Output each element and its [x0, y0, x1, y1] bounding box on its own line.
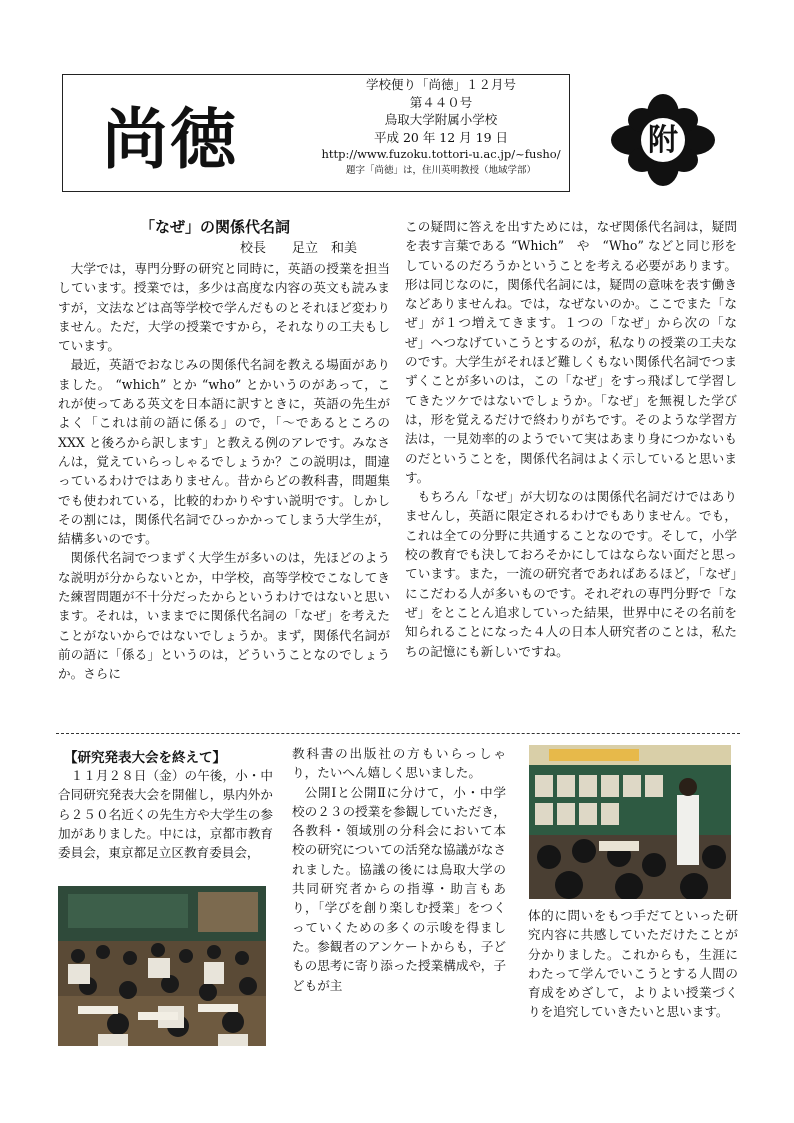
- school-name: 鳥取大学附属小学校: [384, 112, 498, 127]
- article-paragraph: もちろん「なぜ」が大切なのは関係代名詞だけではありませんし，英語に限定されるわけでもありません。でも，これは全ての分野に共通することなのです。そして，小学校の教育でも決しておろそかにしてはならない面だと思っています。また，一流の研究者であればあるほど，「なぜ」にこだわる人が多いものです。それぞれの専門分野で「なぜ」をとことん追求していった結果，世界中にその名前を知られることになった４人の日本人研究者のことは，私たちの記憶にも新しいですね。: [405, 489, 737, 659]
- issue-date: 平成 20 年 12 月 19 日: [373, 129, 509, 145]
- article-paragraph: 大学では，専門分野の研究と同時に，英語の授業を担当しています。授業では，多少は高度な内容の英文も読みますが，文法などは高等学校で学んだものとそれほど変わりません。ただ，大学の授業ですから，それなりの工夫もしています。: [58, 261, 390, 354]
- article-byline: 校長 足立 和美: [240, 241, 358, 256]
- article-column-1: [58, 259, 390, 684]
- article-paragraph: この疑問に答えを出すためには，なぜ関係代名詞は，疑問を表す言葉である “Which” や “Who” などと同じ形をしているのだろうかということを考える必要があります。形は同じなのに，関係代名詞には，疑問の意味を表す働きなどありませんね。では，なぜないのか。ここでまた「なぜ」が１つ増えてきます。１つの「なぜ」から次の「なぜ」へつなげていこうとするのが，私なりの授業の工夫なのです。大学生がそれほど難しくもない関係代名詞でつまずくことが多いのは，この「なぜ」をすっ飛ばして学習してきたツケではないでしょうか。「なぜ」を無視した学びは，形を覚えるだけで終わりがちです。そのような学習方法は，一見効率的のようでいて実はあまり身につかないものだということを，関係代名詞はよく示していると思います。: [405, 219, 737, 485]
- article-paragraph: 関係代名詞でつまずく大学生が多いのは，先ほどのような説明が分からないとか，中学校，高等学校でこなしてきた練習問題が不十分だったからというわけではないと思います。それは，いままでに関係代名詞の「なぜ」を考えたことがないからではないでしょうか。まず，関係代名詞が前の語に「係る」というのは，どういうことなのでしょうか。さらに: [58, 550, 390, 682]
- classroom-photo-students: [58, 886, 266, 1046]
- article-column-2: [405, 217, 737, 661]
- school-emblem-icon: [600, 92, 726, 188]
- report-paragraph: １１月２８日（金）の午後，小・中合同研究発表大会を開催し，県内外から２５０名近くの先生方や大学生の参加がありました。中には，京都市教育委員会，東京都足立区教育委員会，: [58, 768, 273, 861]
- svg-text:尚徳: 尚徳: [102, 100, 238, 178]
- svg-text:附: 附: [648, 123, 678, 158]
- calligraphy-credit: 題字「尚徳」は，住川英明教授（地域学部）: [345, 164, 536, 176]
- report-column-2: [292, 744, 506, 995]
- report-title: 【研究発表大会を終えて】: [64, 750, 226, 766]
- report-column-3: [528, 906, 738, 1022]
- issue-number: 第４４０号: [409, 94, 473, 110]
- article-paragraph: 最近，英語でおなじみの関係代名詞を教える場面がありました。 “which” とか “who” とかいうのがあって，これが使ってある英文を日本語に訳すときに，英語の先生がよく「これは前の語に係る」ので，「～であるところの XXX と後ろから訳します」と教える例のアレです。みなさんは，覚えていらっしゃるでしょうか？この説明は，間違っているわけではありません。昔からどの教科書，問題集でも使われている，比較的わかりやすい説明です。しかしその割には，関係代名詞でひっかかってしまう大学生が，結構多いのです。: [58, 357, 390, 547]
- newsletter-issue: 学校便り「尚徳」１２月号: [365, 77, 516, 92]
- masthead-info: [316, 76, 566, 178]
- report-paragraph: 体的に問いをもつ手だてといった研究内容に共感していただけたことが分かりました。これからも，生涯にわたって学んでいこうとする人間の育成をめざして，よりよい授業づくりを追究していきたいと思います。: [528, 908, 738, 1020]
- section-divider: [56, 733, 740, 734]
- article-title: 「なぜ」の関係代名詞: [140, 218, 291, 236]
- report-paragraph: 教科書の出版社の方もいらっしゃり，たいへん嬉しく思いました。: [292, 746, 506, 781]
- report-column-1: [58, 766, 273, 862]
- classroom-photo-teacher: [529, 745, 731, 899]
- report-paragraph: 公開Ⅰと公開Ⅱに分けて，小・中学校の２３の授業を参観していただき，各教科・領域別の分科会において本校の研究についての活発な協議がなされました。協議の後には鳥取大学の共同研究者からの指導・助言もあり，「学びを創り楽しむ授業」をつくっていくための多くの示唆を得ました。参観者のアンケートからも，子どもの思考に寄り添った授業構成や，子どもが主: [292, 784, 506, 993]
- calligraphy-title-art: [100, 90, 240, 180]
- school-url[interactable]: http://www.fuzoku.tottori-u.ac.jp/~fusho/: [321, 147, 561, 161]
